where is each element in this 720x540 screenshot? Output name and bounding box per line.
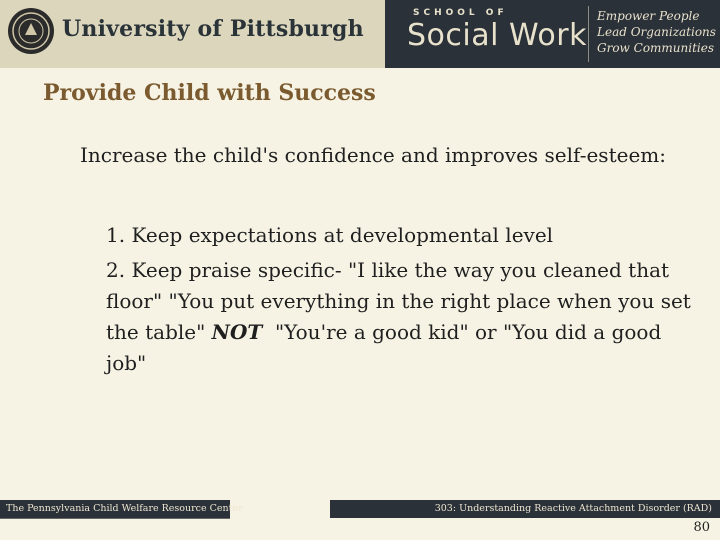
tagline-line: Empower People [597, 9, 700, 23]
list-item [106, 220, 696, 251]
school-tagline [597, 8, 716, 56]
slide-title: Provide Child with Success [43, 80, 376, 106]
header-banner [0, 0, 720, 68]
page-number: 80 [693, 520, 710, 535]
footer-organization: The Pennsylvania Child Welfare Resource Center [6, 503, 243, 514]
tagline-line: Lead Organizations [597, 25, 716, 39]
tagline-line: Grow Communities [597, 41, 715, 55]
list-item [106, 255, 696, 379]
footer-course-title: 303: Understanding Reactive Attachment Disorder (RAD) [434, 503, 712, 514]
strategy-list [106, 220, 696, 383]
school-of-label: SCHOOL OF [413, 8, 508, 18]
university-name: University of Pittsburgh [62, 16, 364, 42]
banner-divider [588, 6, 589, 62]
footer-left-panel [0, 500, 243, 519]
item-number: 1. [106, 223, 126, 247]
school-name: Social Work [407, 18, 587, 53]
footer-bar [0, 500, 720, 520]
university-seal-icon [8, 8, 54, 54]
item-number: 2. [106, 258, 126, 282]
emphasis-text: NOT [211, 320, 263, 344]
footer-right-panel [330, 500, 720, 518]
intro-paragraph: Increase the child's confidence and improves self-esteem: [80, 143, 666, 167]
item-text: Keep expectations at developmental level [131, 223, 554, 247]
item-text: Keep praise specific- "I like the way you cleaned that floor" "You put everything in the right place when you set the table" [106, 258, 691, 344]
item-text-continued: "You're a good kid" or "You did a good job" [106, 320, 668, 375]
school-logo-area [385, 0, 720, 68]
university-logo-area [0, 0, 385, 68]
